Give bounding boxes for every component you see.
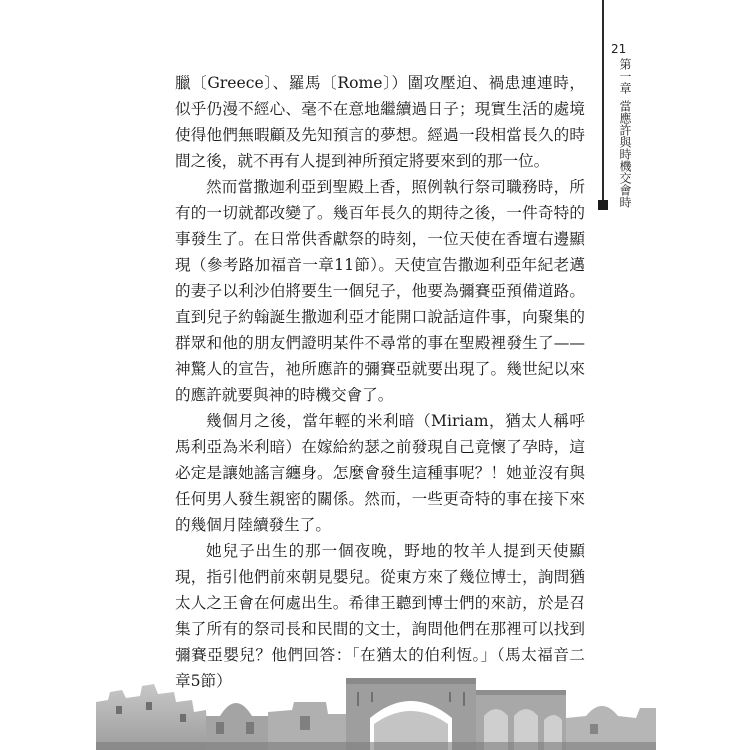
body-text	[175, 70, 585, 694]
margin-rule	[602, 0, 604, 202]
paragraph: 她兒子出生的那一個夜晚，野地的牧羊人提到天使顯現，指引他們前來朝見嬰兒。從東方來了幾位博士，詢問猶太人之王會在何處出生。希律王聽到博士們的來訪，於是召集了所有的祭司長和民間的文士，詢問他們在那裡可以找到彌賽亞嬰兒？他們回答：「在猶太的伯利恆。」（馬太福音二章5節）	[175, 542, 585, 690]
paragraph: 然而當撒迦利亞到聖殿上香，照例執行祭司職務時，所有的一切就都改變了。幾百年長久的期待之後，一件奇特的事發生了。在日常供香獻祭的時刻，一位天使在香壇右邊顯現（參考路加福音一章11節）。天使宣告撒迦利亞年紀老邁的妻子以利沙伯將要生一個兒子，他要為彌賽亞預備道路。直到兒子約翰誕生撒迦利亞才能開口說話這件事，向聚集的群眾和他的朋友們證明某件不尋常的事在聖殿裡發生了——神驚人的宣告，祂所應許的彌賽亞就要出現了。幾世紀以來的應許就要與神的時機交會了。	[175, 178, 585, 404]
chapter-label: 第一章	[618, 58, 632, 94]
paragraph: 臘〔Greece〕、羅馬〔Rome〕）圍攻壓迫、禍患連連時，似乎仍漫不經心、毫不在意地繼續過日子；現實生活的處境使得他們無暇顧及先知預言的夢想。經過一段相當長久的時間之後，就不再有人提到神所預定將要來到的那一位。	[175, 74, 585, 170]
paragraph: 幾個月之後，當年輕的米利暗（Miriam，猶太人稱呼馬利亞為米利暗）在嫁給約瑟之前發現自己竟懷了孕時，這必定是讓她謠言纏身。怎麼會發生這種事呢？！她並沒有與任何男人發生親密的關係。然而，一些更奇特的事在接下來的幾個月陸續發生了。	[175, 412, 585, 534]
chapter-title: 當應許與時機交會時	[618, 100, 632, 208]
margin-marker	[598, 200, 608, 210]
city-engraving-image	[96, 672, 656, 750]
page-number: 21	[611, 42, 627, 56]
